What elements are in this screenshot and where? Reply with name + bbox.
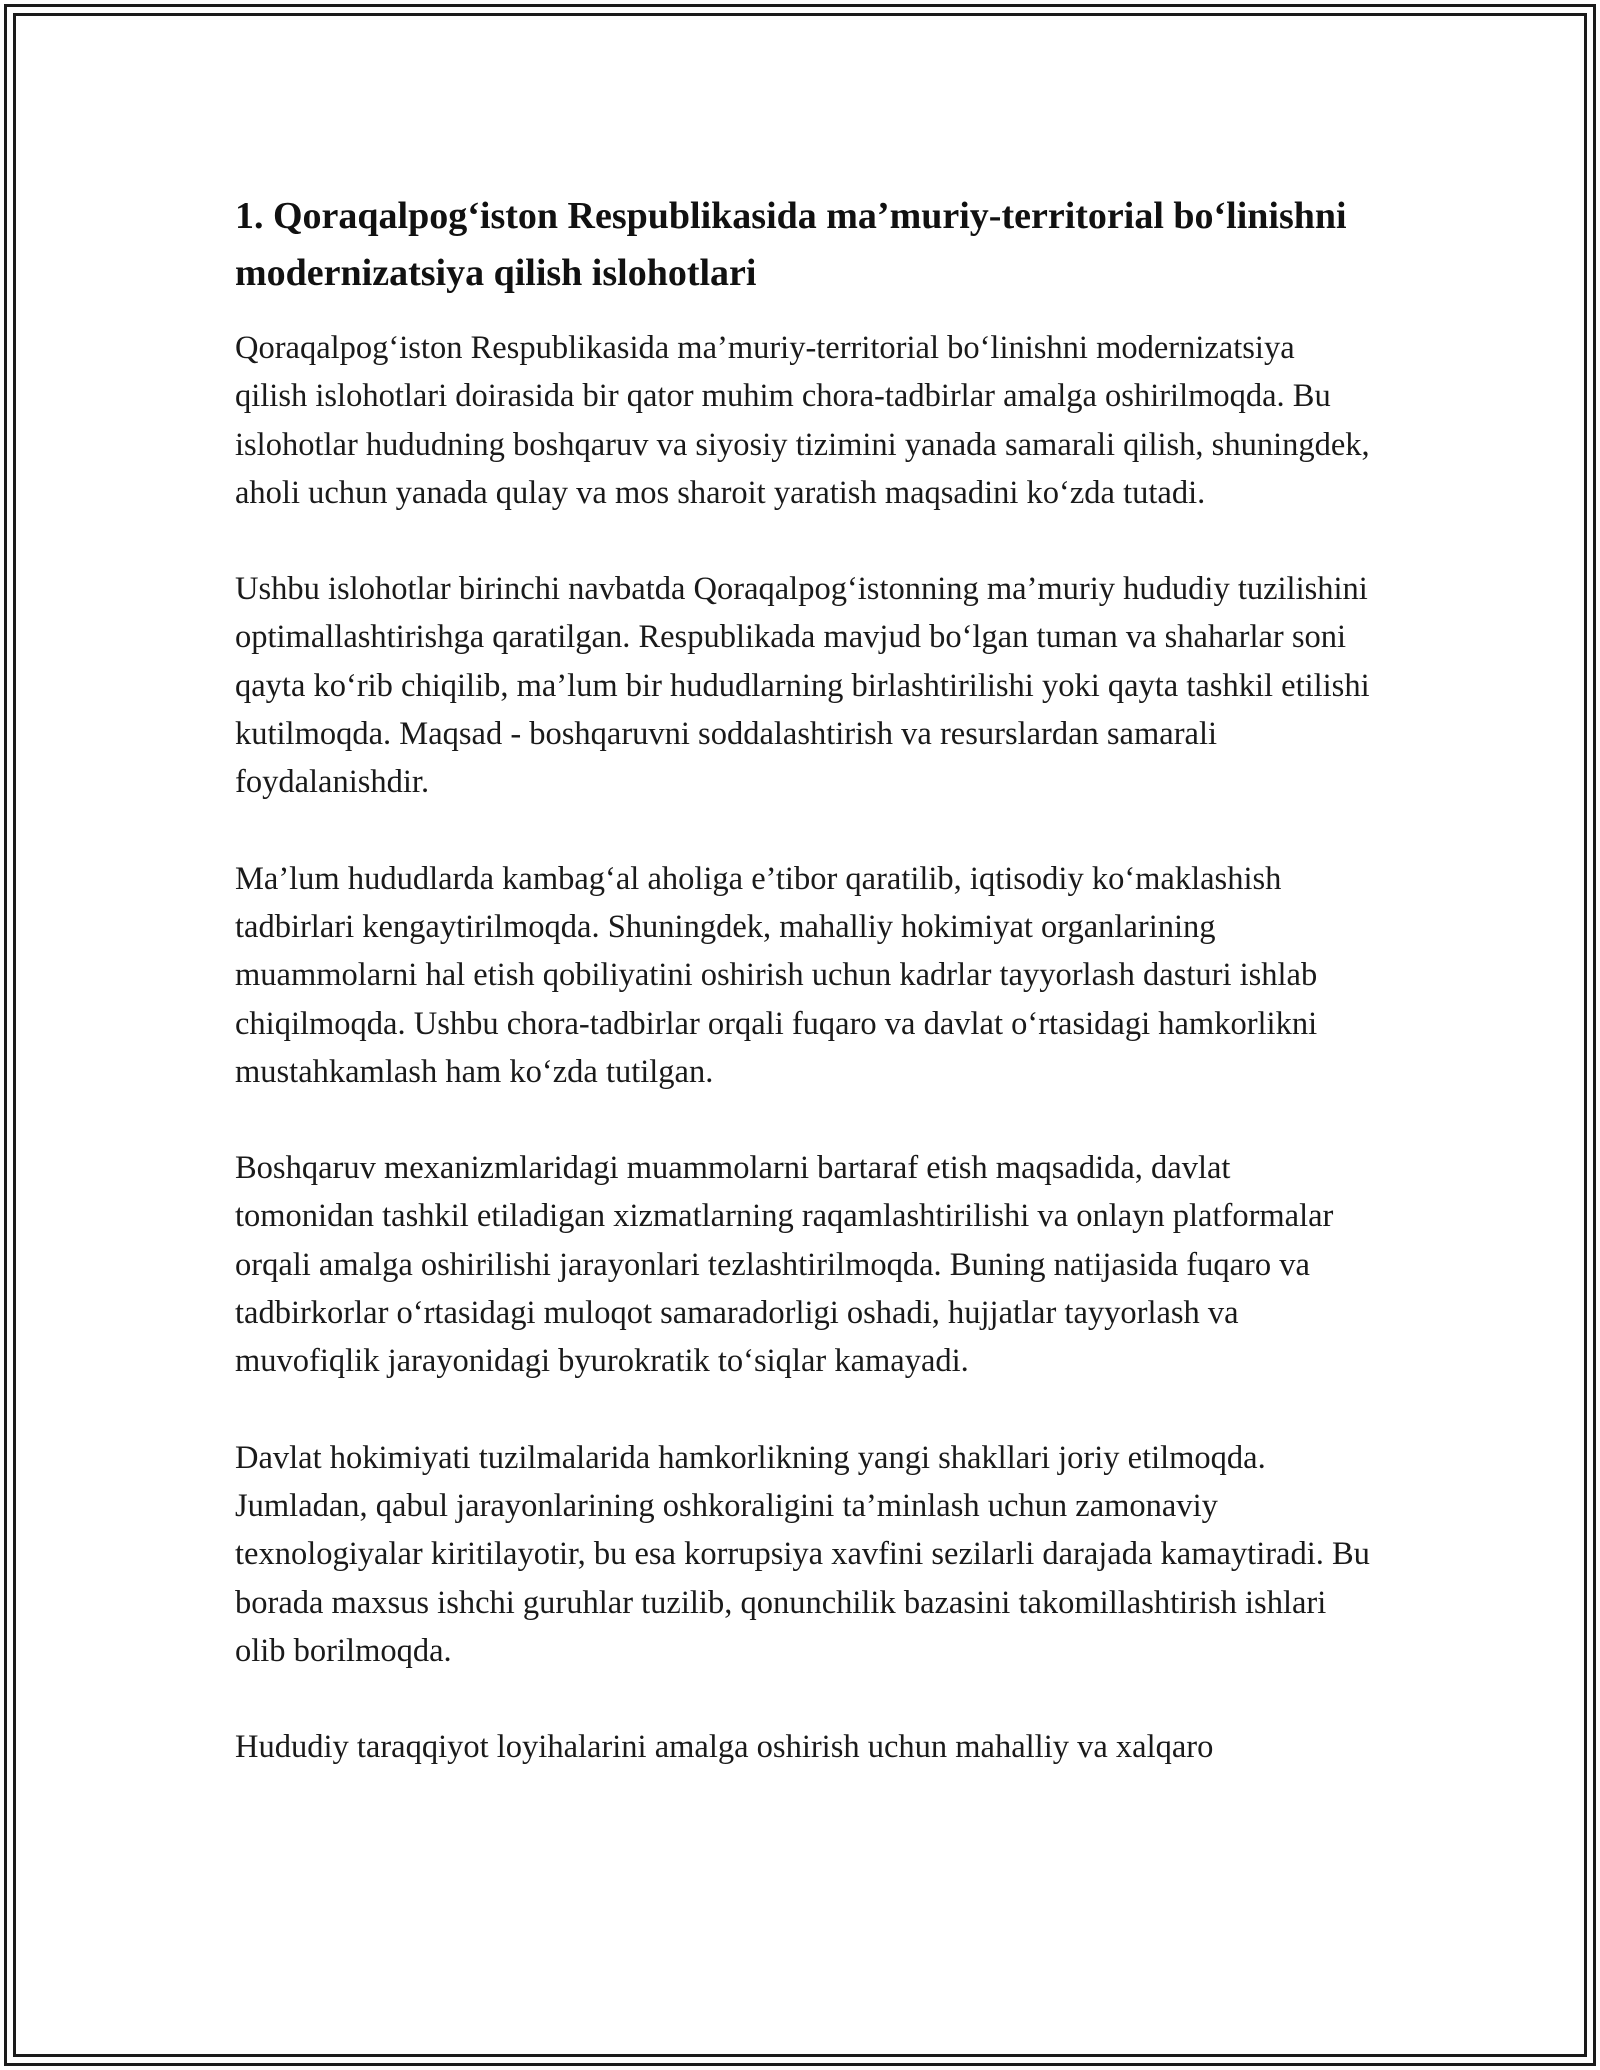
paragraph-3: Ma’lum hududlarda kambag‘al aholiga e’tibor qaratilib, iqtisodiy ko‘maklashish tadbirlari kengaytirilmoqda. Shuningdek, mahalliy hokimiyat organlarining muammolarni hal etish qobiliyatini oshirish uchun kadrlar tayyorlash dasturi ishlab chiqilmoqda. Ushbu chora-tadbirlar orqali fuqaro va davlat o‘rtasidagi hamkorlikni mustahkamlash ham ko‘zda tutilgan.: [235, 860, 1318, 1090]
paragraph-1: Qoraqalpog‘iston Respublikasida ma’muriy-territorial bo‘linishni modernizatsiya qilish islohotlari doirasida bir qator muhim chora-tadbirlar amalga oshirilmoqda. Bu islohotlar hududning boshqaruv va siyosiy tizimini yanada samarali qilish, shuningdek, aholi uchun yanada qulay va mos sharoit yaratish maqsadini ko‘zda tutadi.: [235, 330, 1370, 511]
paragraph-5: Davlat hokimiyati tuzilmalarida hamkorlikning yangi shakllari joriy etilmoqda. Jumladan, qabul jarayonlarining oshkoraligini ta’minlash uchun zamonaviy texnologiyalar kiritilayotir, bu esa korrupsiya xavfini sezilarli darajada kamaytiradi. Bu borada maxsus ishchi guruhlar tuzilib, qonunchilik bazasini takomillashtirish ishlari olib borilmoqda.: [235, 1439, 1370, 1669]
paragraph-2: Ushbu islohotlar birinchi navbatda Qoraqalpog‘istonning ma’muriy hududiy tuzilishini optimallashtirishga qaratilgan. Respublikada mavjud bo‘lgan tuman va shaharlar soni qayta ko‘rib chiqilib, ma’lum bir hududlarning birlashtirilishi yoki qayta tashkil etilishi kutilmoqda. Maqsad - boshqaruvni soddalashtirish va resurslardan samarali foydalanishdir.: [235, 571, 1370, 801]
paragraph-4: Boshqaruv mexanizmlaridagi muammolarni bartaraf etish maqsadida, davlat tomonidan tashkil etiladigan xizmatlarning raqamlashtirilishi va onlayn platformalar orqali amalga oshirilishi jarayonlari tezlashtirilmoqda. Buning natijasida fuqaro va tadbirkorlar o‘rtasidagi muloqot samaradorligi oshadi, hujjatlar tayyorlash va muvofiqlik jarayonidagi byurokratik to‘siqlar kamayadi.: [235, 1150, 1334, 1380]
paragraph-6: Hududiy taraqqiyot loyihalarini amalga oshirish uchun mahalliy va xalqaro: [235, 1729, 1214, 1766]
section-heading: 1. Qoraqalpog‘iston Respublikasida ma’muriy-territorial bo‘linishni modernizatsiya qilish islohotlari: [235, 195, 1347, 294]
document-body: [235, 188, 1370, 1819]
